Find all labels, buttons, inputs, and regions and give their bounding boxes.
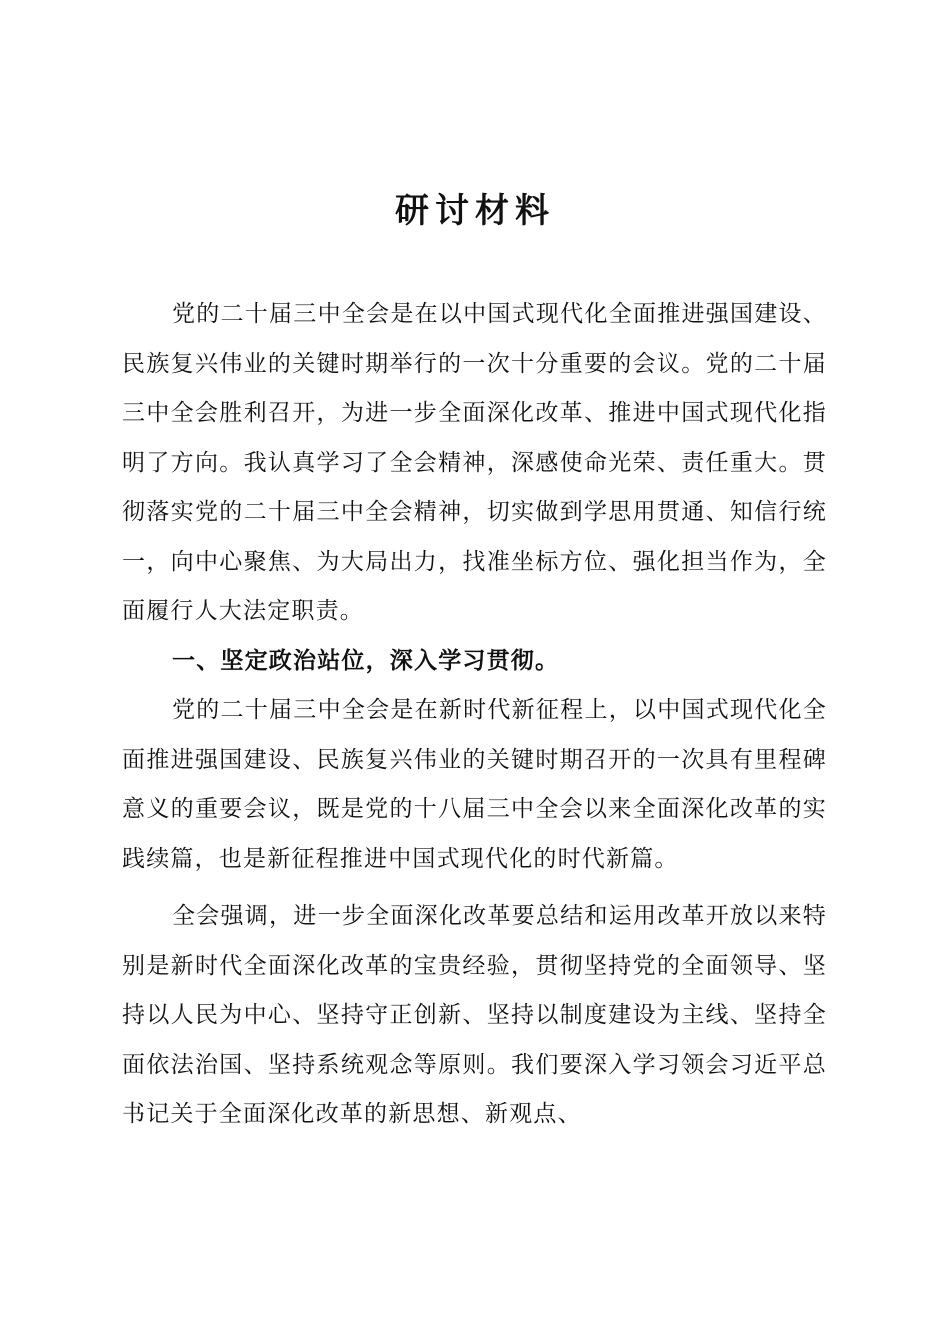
section1-paragraph-2: 全会强调，进一步全面深化改革要总结和运用改革开放以来特别是新时代全面深化改革的宝贵经验，贯彻坚持党的全面领导、坚持以人民为中心、坚持守正创新、坚持以制度建设为主线、坚持全面依法治国、坚持系统观念等原则。我们要深入学习领会习近平总书记关于全面深化改革的新思想、新观点、: [122, 903, 827, 1127]
section-heading-1: 一、坚定政治站位，深入学习贯彻。: [172, 647, 560, 674]
paragraph-gap: [122, 884, 827, 892]
document-body: [122, 290, 827, 1140]
section1-paragraph-1: 党的二十届三中全会是在新时代新征程上，以中国式现代化全面推进强国建设、民族复兴伟业的关键时期召开的一次具有里程碑意义的重要会议，既是党的十八届三中全会以来全面深化改革的实践续篇，也是新征程推进中国式现代化的时代新篇。: [122, 697, 827, 872]
document-title: 研讨材料: [395, 191, 555, 231]
intro-paragraph: 党的二十届三中全会是在以中国式现代化全面推进强国建设、民族复兴伟业的关键时期举行的一次十分重要的会议。党的二十届三中全会胜利召开，为进一步全面深化改革、推进中国式现代化指明了方向。我认真学习了全会精神，深感使命光荣、责任重大。贯彻落实党的二十届三中全会精神，切实做到学思用贯通、知信行统一，向中心聚焦、为大局出力，找准坐标方位、强化担当作为，全面履行人大法定职责。: [122, 301, 827, 624]
